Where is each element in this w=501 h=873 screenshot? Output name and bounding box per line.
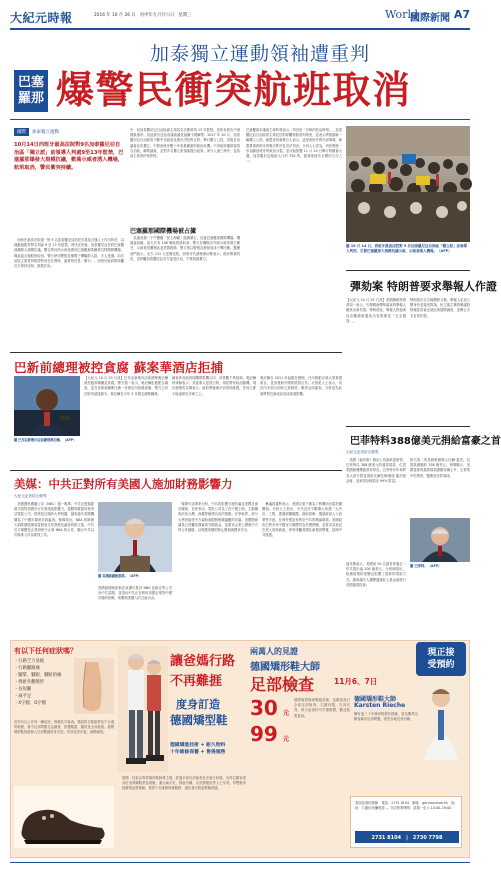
ad-right-master-photo [420,680,462,760]
masthead-bar [10,6,470,28]
buffett-body-col1: 美國《福布斯》雜誌公布最新富豪榜，巴菲特以 388 億美元的慈善捐款，位居美國最慷慨慈善家榜首。巴菲特多年來將其大部分財富捐給比爾及梅琳達·蓋茨基金會，並承諾身後捐出 99% 財富。 [346,458,406,483]
lead-body-col1: 西班牙最高法院週一對 9 名加泰羅尼亞前任官員及社運人士作出判決，以煽動叛亂等罪名判處 9 至 13 年監禁。判決宣布後，加泰羅尼亞首府巴塞羅那爆發大規模抗議。數以萬計的示威者湧向巴塞羅那埃爾普拉特國際機場，導致逾百個航班取消。警方使用警棍及橡膠子彈驅散人群，多人受傷。前自治區主席普伊格蒙特身在比利時，譴責判決是「暴行」。西班牙政府則呼籲各方保持克制，維護法治。 [14,238,124,269]
lead-rule [10,119,470,120]
usa-byline: 大紀元記者綜合報導 [14,494,47,498]
lead-body-col2b: 抗議者週一下午響應「民主海嘯」組織號召，佔據巴塞羅那國際機場。機場當局稱，當天共有 108 個航班被取消。警方在機場內外與示威者發生衝突，示威者投擲物品並設置路障，警方則以警棍及發射泡沫子彈回應。醫療部門表示，至少 131 人受傷送院。西班牙代總理桑切斯表示，政府尊重判決，並呼籲加泰羅尼亞各方接受法治，不要訴諸暴力。 [130,236,240,261]
lead-subhead: 加泰獨立運動領袖遭重判 [150,43,371,65]
date-line: 2016 年 10 月 26 日 丙申年九月廿六日 星期三 [94,13,192,18]
section-en: World [385,8,418,21]
usa-rule [10,470,342,471]
kicker-sub: 加泰獨立運動 [32,130,59,135]
ad-right-badge [416,642,466,676]
symptom-item: ・行路腳跟痛 [14,666,40,671]
ad-right-brand: 德國矯形鞋大師 [250,662,320,673]
png-photo-caption: 圖 巴布亞新幾內亞前總理奧尼爾。（AFP） [14,438,77,442]
lead-headline: 爆警民衝突航班取消 [56,68,412,112]
page-number: A7 [453,8,470,21]
ad-right-master-bio: 擁有逾三十年矯形鞋製作經驗，曾為數萬名顧客解決足部問題，深受各地長者信賴。 [354,712,418,722]
buffett-photo [410,518,470,562]
trump-body-col2: 特朗普在社交媒體發文稱，舉報人必須公開身份並接受質詢。民主黨主導的眾議院情報委員會正就此事展開調查，並傳召多名官員作證。 [410,298,470,318]
ad-left-foot-image [74,658,114,714]
usa-body-col4: 參議員霍利表示，美國企業不應為了利潤而出賣美國價值。分析人士指出，中共近年不斷擴大所謂「大外宣」工程，透過收購媒體、資助智庫、邀請政商人士訪華等手段，在海外塑造有利於中共的輿論環境。美國政府已將多家中國官方媒體列為外國使團，並要求其登記在美人員與資產。專家呼籲美國社會提高警覺，抵制中共滲透。 [262,502,342,538]
price2-unit: 元 [282,736,289,743]
symptom-item: ・行路乏力易疲 [14,659,45,664]
lead-tag [14,70,48,112]
ad-right-contact-box [350,796,462,848]
lead-summary: 10月14日西班牙最高法院對9名加泰羅尼亞自治區「獨立派」前領導人判處9至13年監禁，巴塞羅那爆發大規模抗議，數萬示威者湧入機場，航班取消，警民衝突持續。 [14,142,124,171]
buffett-body-col2: 排名第二的是微軟創辦人比爾·蓋茨，其捐款總額約 358 億美元。榜單顯示，美國富豪的慈善捐款總額持續上升，主要集中於教育、醫療及扶貧領域。 [410,458,470,478]
lead-tag-line1: 巴塞 [17,75,44,90]
masthead-logo: 大紀元時報 [10,11,73,25]
buffett-headline: 巴菲特料388億美元捐給富豪之首 [350,436,501,447]
ad-right-price1 [250,696,290,720]
ad-right-top: 兩萬人的見證 [250,647,298,656]
ad-left-text: 若你有以上任何一種症狀，都應及早檢查。錯誤的走路姿勢及不合適的鞋履，會令足部問題日益嚴重，影響膝蓋、腰背及全身健康。德國矯型鞋根據個人足部數據度身訂造，有效改善步姿，減輕痛楚。 [14,720,114,735]
usa-body-col1: 美國國家廣播公司（NBC）週一報導，中共正透過經濟手段對美國各行各業施加影響力，從體育聯盟到荷李活電影公司，從科技巨頭到大學校園，越來越多美國機構為了中國市場而自我審查。報導指出，NBA 休斯頓火箭隊總經理莫雷發表支持香港抗議者的推文後，中共官方媒體及企業紛紛中止與 NBA 的合作，顯示中共以市場准入作為要挾工具。 [14,502,94,538]
png-headline: 巴新前總理被控貪腐 蘇案華酒店拒捕 [14,360,224,375]
png-rule [10,352,342,353]
buffett-rule [346,426,470,427]
ad-right-master-zh: 德國矯形鞋大師 [354,696,397,703]
price1-unit: 元 [282,710,289,717]
ad-middle-line3: 度身訂造 [176,698,220,711]
ad-right-event: 足部檢查 [250,675,315,694]
price1-value: 30 [250,696,278,720]
ad-middle-line4: 德國矯型鞋 [170,713,228,727]
lead-kicker [14,128,124,137]
buffett-photo-caption: 圖 巴菲特。（AFP） [410,564,442,568]
ad-left-symptoms [14,658,74,707]
usa-photo [98,502,172,572]
kicker-label: 國際 [14,128,29,136]
badge-line2: 受預約 [427,660,455,670]
section-zh: 國際新聞 [410,13,450,24]
ad-right-master-en: Karsten Rieche [354,702,406,709]
symptom-item: ・長短腳 [14,687,32,692]
ad-right-dates: 11月6、7日 [334,677,378,686]
usa-headline: 美媒：中共正對所有美國人施加財務影響力 [14,477,233,491]
lead-photo [346,126,470,242]
png-body-col1: 【大紀元 10 月 25 日訊】巴布亞新幾內亞前總理奧尼爾被控濫用職權及貪腐，警方週一表示，奧尼爾拒絕配合調查，並在首都莫爾斯比港一家酒店內拒絕被捕。警方已向法院申請逮捕令。奧尼爾在今年 5 月辭去總理職務。 [84,376,168,396]
trump-rule [346,270,470,271]
ad-right-price2 [250,722,290,746]
ad-right-phone-bar: 2731 8104 | 2730 7798 [355,831,459,843]
png-body-col3: 奧尼爾自 2011 年起擔任總理，任內推動多項大型基建項目，並加強與中國的經貿合作。反對派人士表示，其任內多項合約缺乏透明度，應該全面審查。分析認為此案將對巴新政局造成深遠影響。 [260,376,342,396]
header-rule [10,28,470,30]
trump-body-col1: 【大紀元 10 月 25 日訊】美國總統特朗普周一表示，引發國會彈劾調查的舉報人應該出席作證。特朗普說，舉報人對他與烏克蘭總統通話內容的描述「完全錯誤」。 [346,298,406,323]
price2-value: 99 [250,722,278,746]
lead-photo-caption: 圖 10 月 14 日，西班牙最高法院對 9 名加泰羅尼亞自治區「獨立派」前領導人判刑，引發巴塞羅那大規模抗議示威，示威者湧入機場。（AFP） [346,244,467,253]
usa-photo-caption: 圖 美國副總統彭斯。（AFP） [98,574,142,578]
ad-left-shoe-image [14,786,114,848]
symptom-item: ・腳掌、腳跟、腳趾的痛 [14,673,62,678]
ad-middle-features: 德國矯進技術 + 耐久物料 十年維修保養 + 售後服務 [170,743,226,755]
usa-body-col3: 報導引述專家分析，中共的影響力運作遍及美國社會各層面。在荷李活，電影公司為了在中國上映，主動刪改涉及台灣、西藏等敏感內容的情節。在學術界，部分大學因接受中方資助而限制相關議題的討論。美國國會議員已呼籲加強審查外國資金，並要求企業公開與中方的合作細節，以保護美國的核心價值與國家安全。 [178,502,258,533]
png-body-col2: 調查涉及政府採購發電機合同，涉款數千萬基那。奧尼爾的律師表示，其當事人是清白的，指控帶有政治動機。現任總理馬拉佩表示，政府將確保法治得到維護，任何人都不能凌駕於法律之上。 [172,376,256,396]
buffett-body-col3: 福布斯表示，美國前 50 名慈善家過去一年共捐出逾 200 億美元。分析師指出，稅務政策的改變也影響了富豪的捐款方式，越來越多人選擇通過私人基金會進行長期慈善投資。 [346,562,406,587]
lead-body-col2: 中，前加泰羅尼亞自治區副主席容克拉斯被判 13 年監禁，是所有被告中刑期最重的。其他被告包括前議會議長福爾卡德爾等。2017 年 10 月，加泰羅尼亞自治政府不顧中央政府及憲法法院的反對，舉行獨立公投，其後自治議會宣布獨立，引發西班牙數十年來最嚴重的政治危機。中央政府隨即接管自治區，解散議會，並對多名獨立派領袖提出起訴。部分人流亡海外，包括前主席普伊格蒙特。 [130,128,240,159]
symptom-item: ・扁平足 [14,694,32,699]
lead-tag-line2: 羅那 [17,91,44,106]
ad-right-contact-text: 查詢及預約熱線 電話：2731 8104 網址：germanshoe.hk 地址：九龍旺角彌敦道 — 分店營業時間：星期一至六 10:00–19:00 [355,801,455,811]
ad-left-title: 有以下任何症狀嗎？ [14,647,77,655]
ad-middle-text: 德國 · 技術由專業矯形鞋師傅主理，經過全面足部檢查及步姿分析後，為每位顧客度身訂造專屬鞋墊及鞋履，適合扁平足、拇趾外翻、足底筋膜炎等人士穿著。每雙鞋均經嚴格品質檢驗，提供十年維修保養服務，讓長者行路更輕鬆舒適。 [122,776,246,791]
usa-body-col2: 美國副總統彭斯在演講中批評 NBA 及耐克等公司向中共屈服，並指出中共正在利用美國企業對中國市場的依賴，來壓制美國人的言論自由。 [98,586,172,601]
ad-right [250,646,466,852]
ad-middle-line2: 不再難捱 [170,674,223,689]
badge-line1: 現正接 [427,648,455,658]
lead-body-col3: 巴塞羅那市議會主席科勞表示，判決是「法律的悲哀時刻」。加泰羅尼亞自治政府主席托拉則呼籲特赦被判刑者，並表示將推動新一輪獨立公投。歐盟委員會發言人表示，這是西班牙的內部事務，歐盟尊重西班牙的憲法秩序及司法判決。分析人士認為，判決將進一步加劇西班牙的政治分裂，並可能影響 11 月 10 日舉行的國會大選。加泰羅尼亞地區人口約 750 萬，經濟產值佔全國約五分之一。 [246,128,342,164]
trump-headline: 彈劾案 特朗普要求舉報人作證 [350,280,497,293]
buffett-byline: 大紀元記者綜合報導 [346,450,379,454]
ad-middle [118,646,246,852]
ad-middle-couple-image [118,646,168,772]
sidebar-head: 巴塞羅那國際機場被占據 [130,228,197,235]
ad-middle-line1: 讓爸媽行路 [170,654,236,669]
symptom-item: ・X字腿、O字腿 [14,701,47,706]
symptom-item: ・拇趾外翻變形 [14,680,45,685]
footer-rule [10,862,470,863]
ad-left [14,646,114,852]
ad-right-offer-text: 德國矯型鞋師親臨香港，為顧客進行全面足部檢查，名額有限，先到先得。即日起預約可享優惠價，歡迎致電查詢。 [294,698,350,718]
png-photo [14,376,80,436]
